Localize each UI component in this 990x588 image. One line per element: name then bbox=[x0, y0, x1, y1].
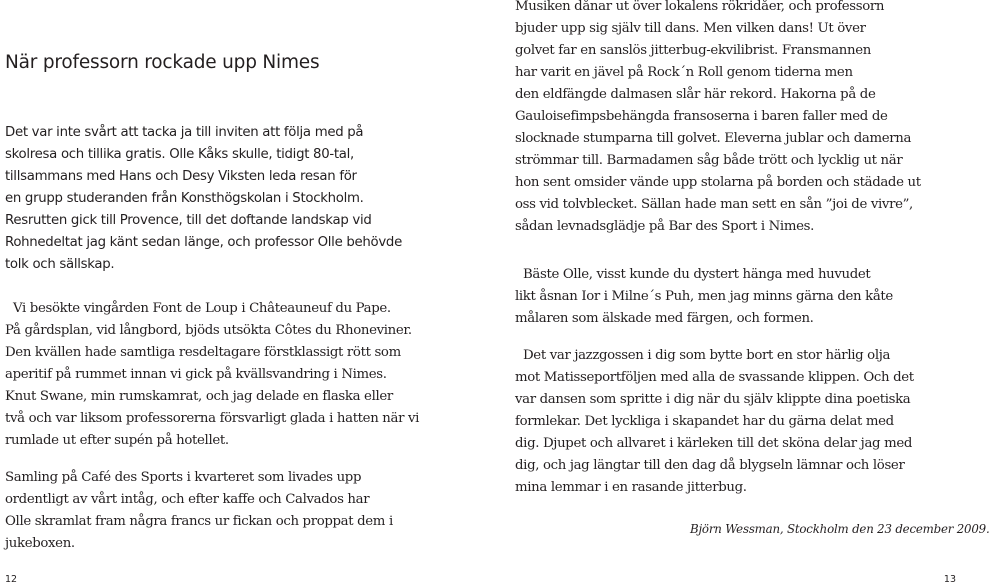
text-line: Det var inte svårt att tacka ja till inviten att följa med på bbox=[5, 125, 364, 140]
text-line: två och var liksom professorerna försvarligt glada i hatten när vi bbox=[5, 411, 420, 426]
page-number-right: 13 bbox=[943, 574, 956, 585]
text-line: har varit en jävel på Rock´n Roll genom tiderna men bbox=[515, 65, 853, 80]
text-line: Olle skramlat fram några francs ur fickan och proppat dem i bbox=[5, 514, 393, 529]
right-paragraph-2 bbox=[515, 264, 893, 330]
text-line: hon sent omsider vände upp stolarna på borden och städade ut bbox=[515, 175, 921, 190]
text-line: aperitif på rummet innan vi gick på kvällsvandring i Nimes. bbox=[5, 367, 387, 382]
text-line: Resrutten gick till Provence, till det doftande landskap vid bbox=[5, 213, 372, 228]
text-line: Musiken dånar ut över lokalens rökridåer, och professorn bbox=[515, 0, 885, 14]
text-line: Knut Swane, min rumskamrat, och jag delade en flaska eller bbox=[5, 389, 393, 404]
text-line: golvet far en sanslös jitterbug-ekvilibrist. Fransmannen bbox=[515, 43, 871, 58]
text-line: likt åsnan Ior i Milne´s Puh, men jag minns gärna den kåte bbox=[515, 289, 893, 304]
text-line: var dansen som spritte i dig när du själv klippte dina poetiska bbox=[515, 392, 911, 407]
text-line: ordentligt av vårt intåg, och efter kaffe och Calvados har bbox=[5, 492, 370, 507]
text-line: målaren som älskade med färgen, och formen. bbox=[515, 311, 814, 326]
text-line: mina lemmar i en rasande jitterbug. bbox=[515, 480, 747, 495]
signature: Björn Wessman, Stockholm den 23 december 2009. bbox=[690, 522, 990, 536]
text-line: formlekar. Det lyckliga i skapandet har du gärna delat med bbox=[515, 414, 894, 429]
text-line: Det var jazzgossen i dig som bytte bort en stor härlig olja bbox=[523, 348, 891, 363]
text-line: skolresa och tillika gratis. Olle Kåks skulle, tidigt 80-tal, bbox=[5, 147, 354, 162]
text-line: rumlade ut efter supén på hotellet. bbox=[5, 433, 229, 448]
text-line: Bäste Olle, visst kunde du dystert hänga med huvudet bbox=[523, 267, 871, 282]
text-line: den eldfängde dalmasen slår här rekord. Hakorna på de bbox=[515, 87, 876, 102]
text-line: en grupp studeranden från Konsthögskolan i Stockholm. bbox=[5, 191, 364, 206]
text-line: Den kvällen hade samtliga resdeltagare förstklassigt rött som bbox=[5, 345, 401, 360]
page-title: När professorn rockade upp Nimes bbox=[5, 52, 320, 73]
text-line: jukeboxen. bbox=[5, 536, 75, 551]
text-line: strömmar till. Barmadamen såg både trött och lycklig ut när bbox=[515, 153, 903, 168]
right-paragraph-1 bbox=[515, 0, 921, 238]
left-paragraph-3 bbox=[5, 467, 393, 555]
page-number-left: 12 bbox=[5, 574, 18, 585]
text-line: Samling på Café des Sports i kvarteret som livades upp bbox=[5, 470, 362, 485]
text-line: Gauloisefimpsbehängda fransoserna i baren faller med de bbox=[515, 109, 888, 124]
text-line: sådan levnadsglädje på Bar des Sport i Nimes. bbox=[515, 219, 814, 234]
right-paragraph-3 bbox=[515, 345, 914, 499]
text-line: bjuder upp sig själv till dans. Men vilken dans! Ut över bbox=[515, 21, 866, 36]
left-paragraph-1 bbox=[5, 122, 402, 276]
text-line: Rohnedeltat jag känt sedan länge, och professor Olle behövde bbox=[5, 235, 402, 250]
text-line: På gårdsplan, vid långbord, bjöds utsökta Côtes du Rhoneviner. bbox=[5, 323, 412, 338]
text-line: dig. Djupet och allvaret i kärleken till det sköna delar jag med bbox=[515, 436, 913, 451]
left-paragraph-2 bbox=[5, 298, 419, 452]
text-line: tillsammans med Hans och Desy Viksten leda resan för bbox=[5, 169, 357, 184]
text-line: tolk och sällskap. bbox=[5, 257, 115, 272]
text-line: oss vid tolvblecket. Sällan hade man sett en sån ”joi de vivre”, bbox=[515, 197, 913, 212]
text-line: mot Matisseportföljen med alla de svassande klippen. Och det bbox=[515, 370, 914, 385]
text-line: dig, och jag längtar till den dag då blygseln lämnar och löser bbox=[515, 458, 905, 473]
text-line: Vi besökte vingården Font de Loup i Châteauneuf du Pape. bbox=[13, 301, 391, 316]
text-line: slocknade stumparna till golvet. Eleverna jublar och damerna bbox=[515, 131, 912, 146]
